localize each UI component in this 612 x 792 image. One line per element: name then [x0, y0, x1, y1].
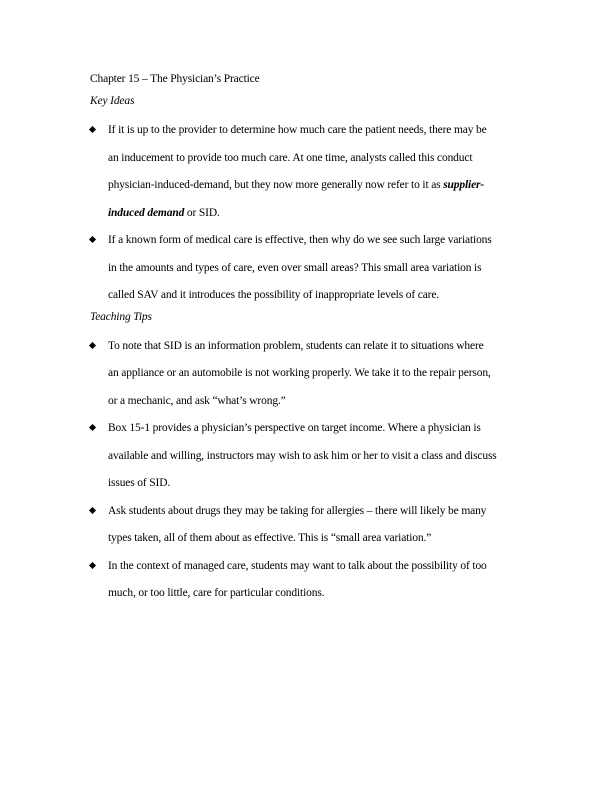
text-line: types taken, all of them about as effective. This is “small area variation.” — [108, 532, 432, 544]
text-line: much, or too little, care for particular conditions. — [108, 587, 325, 599]
emphasis-term: supplier- — [443, 179, 485, 191]
text-line: available and willing, instructors may wish to ask him or her to visit a class and discuss — [108, 449, 497, 462]
list-item — [90, 117, 530, 227]
text-line — [108, 172, 530, 200]
emphasis-term: induced demand — [108, 206, 185, 219]
text-line — [108, 200, 530, 228]
section-heading-key-ideas: Key Ideas — [90, 95, 135, 107]
bullet-diamond-icon — [89, 506, 96, 513]
text-fragment: physician-induced-demand, but they now more generally now refer to it as — [108, 179, 444, 191]
text-line: If a known form of medical care is effective, then why do we see such large variations — [108, 234, 492, 246]
key-ideas-list — [90, 117, 530, 310]
text-line: called SAV and it introduces the possibility of inappropriate levels of care. — [108, 289, 440, 301]
text-line: or a mechanic, and ask “what’s wrong.” — [108, 394, 286, 407]
list-item — [90, 498, 530, 553]
text-line: In the context of managed care, students may want to talk about the possibility of too — [108, 559, 487, 572]
bullet-diamond-icon — [89, 126, 96, 133]
text-line: To note that SID is an information problem, students can relate it to situations where — [108, 339, 484, 352]
text-line: If it is up to the provider to determine how much care the patient needs, there may be — [108, 124, 487, 136]
text-line: Ask students about drugs they may be taking for allergies – there will likely be many — [108, 504, 487, 517]
section-heading-teaching-tips: Teaching Tips — [90, 310, 152, 323]
text-line: issues of SID. — [108, 477, 171, 489]
text-fragment: or SID. — [184, 206, 220, 219]
text-line: an inducement to provide too much care. At one time, analysts called this conduct — [108, 151, 473, 164]
bullet-diamond-icon — [89, 236, 96, 243]
text-line: an appliance or an automobile is not working properly. We take it to the repair person, — [108, 367, 491, 379]
bullet-diamond-icon — [89, 341, 96, 348]
teaching-tips-list — [90, 333, 530, 608]
list-item — [90, 333, 530, 416]
bullet-diamond-icon — [89, 424, 96, 431]
text-line: in the amounts and types of care, even over small areas? This small area variation is — [108, 261, 482, 274]
text-line: Box 15-1 provides a physician’s perspective on target income. Where a physician is — [108, 422, 481, 434]
list-item — [90, 553, 530, 608]
bullet-diamond-icon — [89, 561, 96, 568]
document-content — [90, 72, 530, 608]
list-item — [90, 227, 530, 310]
list-item — [90, 415, 530, 498]
chapter-title: Chapter 15 – The Physician’s Practice — [90, 73, 260, 85]
